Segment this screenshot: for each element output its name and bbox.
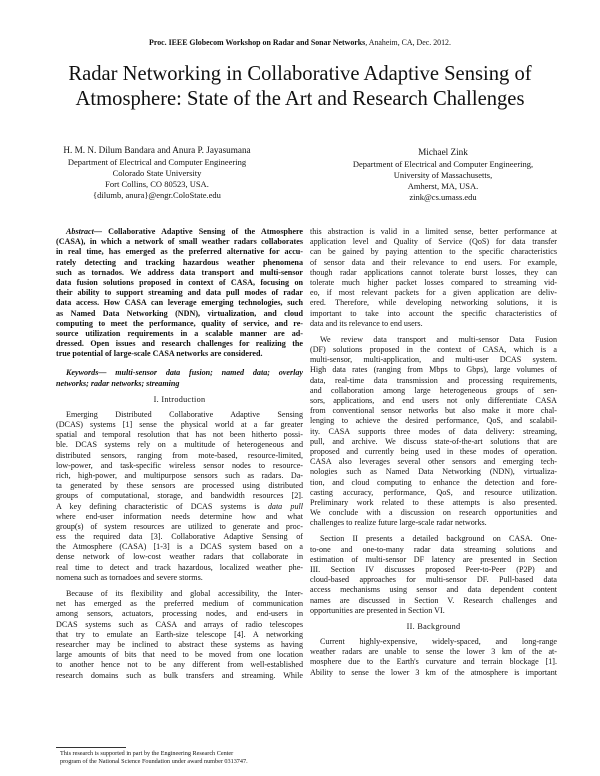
left-column xyxy=(56,227,303,681)
body-line: lenging to achieve the desired performance, QoS, and scalabil- xyxy=(310,416,557,426)
author-block-1 xyxy=(32,145,282,201)
body-line: Current highly-expensive, widely-spaced, and long-range xyxy=(320,636,557,646)
author-email: {dilumb, anura}@engr.ColoState.edu xyxy=(93,190,221,200)
body-line: (DCAS) systems [1] sense the physical world at a far greater xyxy=(56,420,303,429)
right-paragraph-1 xyxy=(310,227,557,329)
body-line: CASA also leverages several other sensors and emerging tech- xyxy=(310,457,557,467)
body-line: A key defining characteristic of DCAS systems is xyxy=(56,501,268,511)
data-pull-term: data pull xyxy=(267,501,303,511)
footnote-line: program of the National Science Foundation under award number 0313747. xyxy=(60,757,248,765)
body-line: access mechanisms using sensor and data dependent content xyxy=(310,585,557,595)
body-line: Ability to sense the lower 3 km of the atmosphere is important xyxy=(310,667,557,677)
footnote-rule xyxy=(56,747,126,748)
body-line: data and its relevance to end users. xyxy=(310,318,423,328)
body-line: large amounts of bits that need to be moved from one location xyxy=(56,650,303,660)
conference-header xyxy=(0,38,600,48)
author-block-2 xyxy=(318,147,568,203)
keywords-label: Keywords— xyxy=(66,368,107,378)
keywords-line: multi-sensor data fusion; named data; overlay xyxy=(106,368,303,378)
body-line: challenges to realize future large-scale radar networks. xyxy=(310,518,487,528)
author-email: zink@cs.umass.edu xyxy=(409,192,477,202)
body-line: spatial and temporal resolution that has not been hitherto possi- xyxy=(56,430,303,440)
abstract-line: rately detecting and tracking hazardous weather phenomena xyxy=(56,257,303,267)
abstract-line: data fusion solutions proposed in context of CASA, focusing on xyxy=(56,277,303,287)
right-paragraph-3 xyxy=(310,534,557,616)
background-paragraph xyxy=(310,637,557,678)
author-affiliation: Colorado State University xyxy=(112,168,202,178)
body-line: ered. Therefore, while developing networking solutions, it is xyxy=(310,298,557,308)
author-affiliation: Department of Electrical and Computer Engineering, xyxy=(352,159,534,169)
footnote xyxy=(60,750,310,765)
body-line: of sensor data and their relevance to end users. For example, xyxy=(310,257,557,267)
body-line: nomena such as tornadoes and severe storms. xyxy=(56,572,203,582)
section-heading-introduction: I. Introduction xyxy=(153,394,206,404)
body-line: tion, and cloud computing to enhance the detection and fore- xyxy=(310,477,557,487)
keywords xyxy=(56,368,303,388)
conference-name: Proc. IEEE Globecom Workshop on Radar and Sonar Networks xyxy=(149,38,366,47)
author-affiliation: University of Massachusetts, xyxy=(393,170,493,180)
body-line: cloud-based approaches for multi-sensor DF. Pull-based data xyxy=(310,575,557,585)
body-line: net has emerged as the preferred medium of communication xyxy=(56,599,303,609)
body-line: rich, high-power, and multipurpose sensors such as radars. Da- xyxy=(56,470,303,480)
body-line: weather radars are unable to sense the lower 3 km of the at- xyxy=(310,647,557,657)
body-line: We conclude with a discussion on research opportunities and xyxy=(310,508,557,518)
body-line: III. Section IV discusses proposed Peer-to-Peer (P2P) and xyxy=(310,565,557,574)
abstract-line: such as tornados. We address data transport and multi-sensor xyxy=(56,267,303,277)
author-address: Fort Collins, CO 80523, USA. xyxy=(105,179,209,189)
right-paragraph-2 xyxy=(310,335,557,529)
body-line: casting accuracy, performance, QoS, and resource utilization. xyxy=(310,487,557,497)
abstract xyxy=(56,227,303,359)
body-line: real time to detect and track hazardous, localized weather phe- xyxy=(56,562,303,572)
abstract-line: (CASA), in which a network of small weather radars collaborates xyxy=(56,237,303,247)
body-line: dense network of low-cost weather radars that collaborate in xyxy=(56,552,303,562)
body-line: DCAS systems such as CASA and arrays of radio telescopes xyxy=(56,619,303,629)
body-line: where end-user information needs determine how and what xyxy=(56,511,303,521)
body-line: Preliminary work related to these attempts is also presented. xyxy=(310,497,557,507)
body-line: ta generated by these sensors are processed using distributed xyxy=(56,481,303,491)
title-line: Radar Networking in Collaborative Adaptive Sensing of xyxy=(68,63,532,85)
body-line: ity. CASA supports three modes of data delivery: streaming, xyxy=(310,426,557,436)
body-line: ble. DCAS systems rely on a multitude of heterogeneous and xyxy=(56,440,303,450)
body-line: (DF) solutions proposed in the context of CASA, which is a xyxy=(310,345,557,355)
abstract-line: in real time, has emerged as the preferred alternative for accu- xyxy=(56,247,303,257)
body-line: distributed sensors, ranging from mote-based, resource-limited, xyxy=(56,450,303,460)
intro-paragraph-2 xyxy=(56,589,303,681)
abstract-line: true potential of large-scale CASA networks are considered. xyxy=(56,349,263,359)
body-line: groups of computational, storage, and bandwidth resources [2]. xyxy=(56,491,303,501)
body-line: nologies such as Named Data Networking (NDN), virtualiza- xyxy=(310,467,557,477)
body-line: ess the required data [3]. Collaborative Adaptive Sensing of xyxy=(56,532,303,542)
author-name: Michael Zink xyxy=(418,147,468,157)
body-line: researcher may be inclined to abstract these systems as having xyxy=(56,639,303,649)
abstract-line: their ability to support streaming and data pull modes of radar xyxy=(56,288,303,298)
conference-location: , Anaheim, CA, Dec. 2012. xyxy=(365,38,451,47)
body-line: this abstraction is valid in a limited sense, better performance at xyxy=(310,227,557,236)
body-line: to another hence not to be any different from well-established xyxy=(56,660,303,670)
body-line: eo, if most relevant packets for a given application are deliv- xyxy=(310,288,557,298)
body-line: from conventional sensor networks but also make it more chal- xyxy=(310,406,557,416)
author-address: Amherst, MA, USA. xyxy=(407,181,479,191)
footnote-line: This research is supported in part by the Engineering Research Center xyxy=(60,750,234,757)
body-line: though radar applications cannot tolerate burst losses, they can xyxy=(310,267,557,277)
body-line: among sensors, actuators, processing nodes, and end-users in xyxy=(56,609,303,619)
author-affiliation: Department of Electrical and Computer Engineering xyxy=(67,157,247,167)
body-line: to-one and one-to-many radar data streaming solutions and xyxy=(310,544,557,554)
author-name: H. M. N. Dilum Bandara and Anura P. Jayasumana xyxy=(63,145,251,155)
abstract-line: dressed. Open issues and research challenges for realizing the xyxy=(56,339,303,349)
body-line: pull, and archive. We discuss state-of-the-art solutions that are xyxy=(310,436,557,446)
abstract-line: computing to meet the performance, quality of service, and re- xyxy=(56,318,303,328)
body-line: multi-sensor, multi-application, and multi-user DCAS system. xyxy=(310,355,557,365)
body-line: can be gained by paying attention to the specific characteristics xyxy=(310,247,557,257)
body-line: application level and Quality of Service (QoS) for data transfer xyxy=(310,237,557,247)
title-line: Atmosphere: State of the Art and Research Challenges xyxy=(75,88,525,110)
body-line: Because of its flexibility and global accessibility, the Inter- xyxy=(66,589,303,598)
body-line: names are discussed in Section V. Research challenges and xyxy=(310,595,557,605)
body-line: group(s) of system resources are utilized to generate and proc- xyxy=(56,521,303,531)
abstract-line: as Named Data Networking (NDN), virtualization, and cloud xyxy=(56,308,303,318)
body-line: data, real-time data transmission and processing requirements, xyxy=(310,375,557,385)
abstract-line: source utilization requirements in a scalable manner are ad- xyxy=(56,328,303,338)
body-line: tolerate much higher packet losses compared to streaming vid- xyxy=(310,277,557,287)
body-line: important to take into account the specific characteristics of xyxy=(310,308,557,318)
paper-title xyxy=(20,62,580,112)
body-line: sors, applications, and end users not only differentiate CASA xyxy=(310,396,557,405)
body-line: research domains such as bulk transfers and streaming. While xyxy=(56,670,303,680)
body-line: mosphere due to the Earth's curvature and terrain blockage [1]. xyxy=(310,657,557,667)
keywords-line: networks; radar networks; streaming xyxy=(56,378,180,388)
abstract-label: Abstract xyxy=(66,227,94,236)
body-line: Section II presents a detailed background on CASA. One- xyxy=(320,534,557,544)
abstract-line: — Collaborative Adaptive Sensing of the Atmosphere xyxy=(93,227,303,236)
abstract-line: data access. How CASA can leverage emerging technologies, such xyxy=(56,298,303,308)
body-line: We review data transport and multi-sensor Data Fusion xyxy=(320,334,557,344)
body-line: the Atmosphere (CASA) [1-3] is a DCAS system based on a xyxy=(56,542,303,552)
body-line: low-power, and task-specific wireless sensor nodes to resource- xyxy=(56,460,303,470)
body-line: that try to emulate an Earth-size telescope [4]. A networking xyxy=(56,629,303,639)
section-heading-background: II. Background xyxy=(406,621,461,631)
body-line: and collaboration among large heterogeneous groups of sen- xyxy=(310,385,557,395)
body-line: High data rates (ranging from Mbps to Gbps), large volumes of xyxy=(310,365,557,375)
right-column xyxy=(310,227,557,678)
intro-paragraph-1 xyxy=(56,410,303,583)
body-line: opportunities are presented in Section VI. xyxy=(310,605,445,615)
body-line: proposed and currently being used in these modes of operation. xyxy=(310,446,557,456)
body-line: estimation of multi-sensor DF latency are presented in Section xyxy=(310,554,557,564)
body-line: Emerging Distributed Collaborative Adaptive Sensing xyxy=(66,409,303,419)
